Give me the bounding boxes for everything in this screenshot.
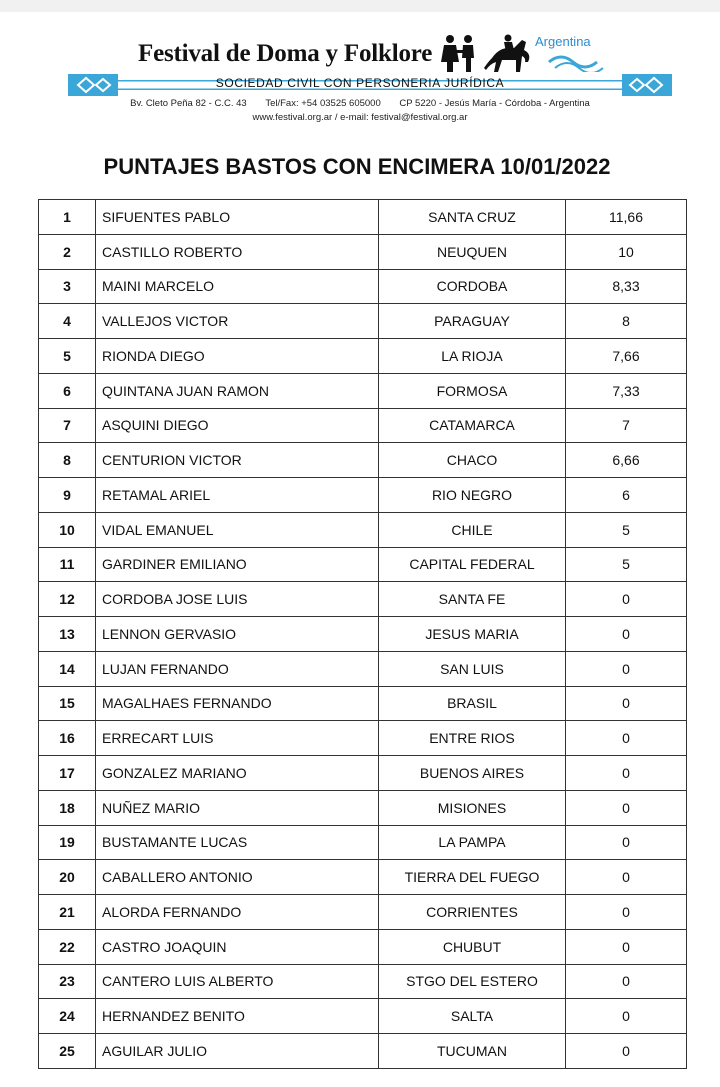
competitor-name-cell: ALORDA FERNANDO <box>96 895 379 930</box>
competitor-name-cell: ERRECART LUIS <box>96 721 379 756</box>
position-cell: 20 <box>39 860 96 895</box>
competitor-name-cell: ASQUINI DIEGO <box>96 408 379 443</box>
table-row <box>39 999 687 1034</box>
position-cell: 21 <box>39 895 96 930</box>
score-cell: 0 <box>566 651 687 686</box>
province-cell: TIERRA DEL FUEGO <box>379 860 566 895</box>
province-cell: BRASIL <box>379 686 566 721</box>
score-cell: 7,66 <box>566 339 687 374</box>
competitor-name-cell: MAINI MARCELO <box>96 269 379 304</box>
score-cell: 5 <box>566 547 687 582</box>
phone: Tel/Fax: +54 03525 605000 <box>265 98 381 109</box>
province-cell: TUCUMAN <box>379 1034 566 1069</box>
position-cell: 14 <box>39 651 96 686</box>
score-cell: 5 <box>566 512 687 547</box>
table-row <box>39 234 687 269</box>
table-row <box>39 547 687 582</box>
province-cell: CORRIENTES <box>379 895 566 930</box>
table-row <box>39 304 687 339</box>
province-cell: MISIONES <box>379 790 566 825</box>
table-row <box>39 1034 687 1069</box>
province-cell: JESUS MARIA <box>379 617 566 652</box>
score-cell: 0 <box>566 860 687 895</box>
score-cell: 0 <box>566 999 687 1034</box>
score-cell: 0 <box>566 964 687 999</box>
score-cell: 7,33 <box>566 373 687 408</box>
province-cell: NEUQUEN <box>379 234 566 269</box>
competitor-name-cell: GONZALEZ MARIANO <box>96 756 379 791</box>
province-cell: BUENOS AIRES <box>379 756 566 791</box>
competitor-name-cell: LENNON GERVASIO <box>96 617 379 652</box>
contact-line <box>0 98 720 109</box>
competitor-name-cell: QUINTANA JUAN RAMON <box>96 373 379 408</box>
score-cell: 0 <box>566 790 687 825</box>
table-row <box>39 686 687 721</box>
position-cell: 3 <box>39 269 96 304</box>
province-cell: CHILE <box>379 512 566 547</box>
province-cell: CATAMARCA <box>379 408 566 443</box>
document-title: PUNTAJES BASTOS CON ENCIMERA 10/01/2022 <box>103 154 611 179</box>
address: Bv. Cleto Peña 82 - C.C. 43 <box>130 98 247 109</box>
competitor-name-cell: CANTERO LUIS ALBERTO <box>96 964 379 999</box>
score-cell: 0 <box>566 756 687 791</box>
province-cell: SALTA <box>379 999 566 1034</box>
competitor-name-cell: RETAMAL ARIEL <box>96 478 379 513</box>
position-cell: 24 <box>39 999 96 1034</box>
position-cell: 6 <box>39 373 96 408</box>
position-cell: 15 <box>39 686 96 721</box>
province-cell: ENTRE RIOS <box>379 721 566 756</box>
position-cell: 10 <box>39 512 96 547</box>
table-row <box>39 339 687 374</box>
table-row <box>39 617 687 652</box>
score-cell: 0 <box>566 617 687 652</box>
table-row <box>39 860 687 895</box>
table-row <box>39 651 687 686</box>
table-row <box>39 269 687 304</box>
province-cell: CORDOBA <box>379 269 566 304</box>
score-cell: 6 <box>566 478 687 513</box>
top-bar <box>0 0 720 12</box>
competitor-name-cell: NUÑEZ MARIO <box>96 790 379 825</box>
table-row <box>39 582 687 617</box>
position-cell: 22 <box>39 929 96 964</box>
province-cell: STGO DEL ESTERO <box>379 964 566 999</box>
competitor-name-cell: AGUILAR JULIO <box>96 1034 379 1069</box>
position-cell: 17 <box>39 756 96 791</box>
postal-address: CP 5220 - Jesús María - Córdoba - Argentina <box>399 98 590 109</box>
score-cell: 0 <box>566 686 687 721</box>
province-cell: SANTA CRUZ <box>379 200 566 235</box>
score-cell: 7 <box>566 408 687 443</box>
table-row <box>39 964 687 999</box>
province-cell: CAPITAL FEDERAL <box>379 547 566 582</box>
competitor-name-cell: CENTURION VICTOR <box>96 443 379 478</box>
table-row <box>39 929 687 964</box>
score-cell: 0 <box>566 825 687 860</box>
competitor-name-cell: BUSTAMANTE LUCAS <box>96 825 379 860</box>
competitor-name-cell: VIDAL EMANUEL <box>96 512 379 547</box>
competitor-name-cell: MAGALHAES FERNANDO <box>96 686 379 721</box>
position-cell: 9 <box>39 478 96 513</box>
competitor-name-cell: CASTRO JOAQUIN <box>96 929 379 964</box>
sun-wave-icon <box>545 50 605 72</box>
score-cell: 8 <box>566 304 687 339</box>
position-cell: 7 <box>39 408 96 443</box>
competitor-name-cell: RIONDA DIEGO <box>96 339 379 374</box>
score-cell: 0 <box>566 895 687 930</box>
score-cell: 0 <box>566 1034 687 1069</box>
org-name: Festival de Doma y Folklore <box>138 40 433 67</box>
province-cell: SAN LUIS <box>379 651 566 686</box>
table-row <box>39 408 687 443</box>
dancers-and-horse-logo-icon <box>440 32 535 74</box>
table-row <box>39 443 687 478</box>
table-row <box>39 373 687 408</box>
score-cell: 10 <box>566 234 687 269</box>
score-cell: 6,66 <box>566 443 687 478</box>
competitor-name-cell: CABALLERO ANTONIO <box>96 860 379 895</box>
table-row <box>39 895 687 930</box>
province-cell: LA RIOJA <box>379 339 566 374</box>
position-cell: 13 <box>39 617 96 652</box>
score-cell: 0 <box>566 929 687 964</box>
competitor-name-cell: CASTILLO ROBERTO <box>96 234 379 269</box>
score-cell: 0 <box>566 721 687 756</box>
score-cell: 8,33 <box>566 269 687 304</box>
score-cell: 0 <box>566 582 687 617</box>
competitor-name-cell: VALLEJOS VICTOR <box>96 304 379 339</box>
table-row <box>39 200 687 235</box>
position-cell: 1 <box>39 200 96 235</box>
competitor-name-cell: LUJAN FERNANDO <box>96 651 379 686</box>
position-cell: 5 <box>39 339 96 374</box>
table-row <box>39 721 687 756</box>
table-row <box>39 790 687 825</box>
web-email-line: www.festival.org.ar / e-mail: festival@festival.org.ar <box>252 112 468 123</box>
position-cell: 8 <box>39 443 96 478</box>
position-cell: 11 <box>39 547 96 582</box>
position-cell: 19 <box>39 825 96 860</box>
province-cell: CHACO <box>379 443 566 478</box>
country-label: Argentina <box>535 34 591 49</box>
table-row <box>39 512 687 547</box>
org-subtitle: SOCIEDAD CIVIL CON PERSONERIA JURÍDICA <box>215 76 505 90</box>
score-cell: 11,66 <box>566 200 687 235</box>
table-row <box>39 756 687 791</box>
table-row <box>39 825 687 860</box>
scores-table-body <box>39 200 687 1069</box>
province-cell: SANTA FE <box>379 582 566 617</box>
position-cell: 12 <box>39 582 96 617</box>
position-cell: 2 <box>39 234 96 269</box>
competitor-name-cell: SIFUENTES PABLO <box>96 200 379 235</box>
province-cell: PARAGUAY <box>379 304 566 339</box>
position-cell: 18 <box>39 790 96 825</box>
competitor-name-cell: CORDOBA JOSE LUIS <box>96 582 379 617</box>
competitor-name-cell: GARDINER EMILIANO <box>96 547 379 582</box>
competitor-name-cell: HERNANDEZ BENITO <box>96 999 379 1034</box>
position-cell: 4 <box>39 304 96 339</box>
scores-table <box>38 199 687 1069</box>
position-cell: 23 <box>39 964 96 999</box>
province-cell: FORMOSA <box>379 373 566 408</box>
province-cell: RIO NEGRO <box>379 478 566 513</box>
letterhead <box>0 12 720 132</box>
position-cell: 16 <box>39 721 96 756</box>
province-cell: LA PAMPA <box>379 825 566 860</box>
province-cell: CHUBUT <box>379 929 566 964</box>
position-cell: 25 <box>39 1034 96 1069</box>
table-row <box>39 478 687 513</box>
